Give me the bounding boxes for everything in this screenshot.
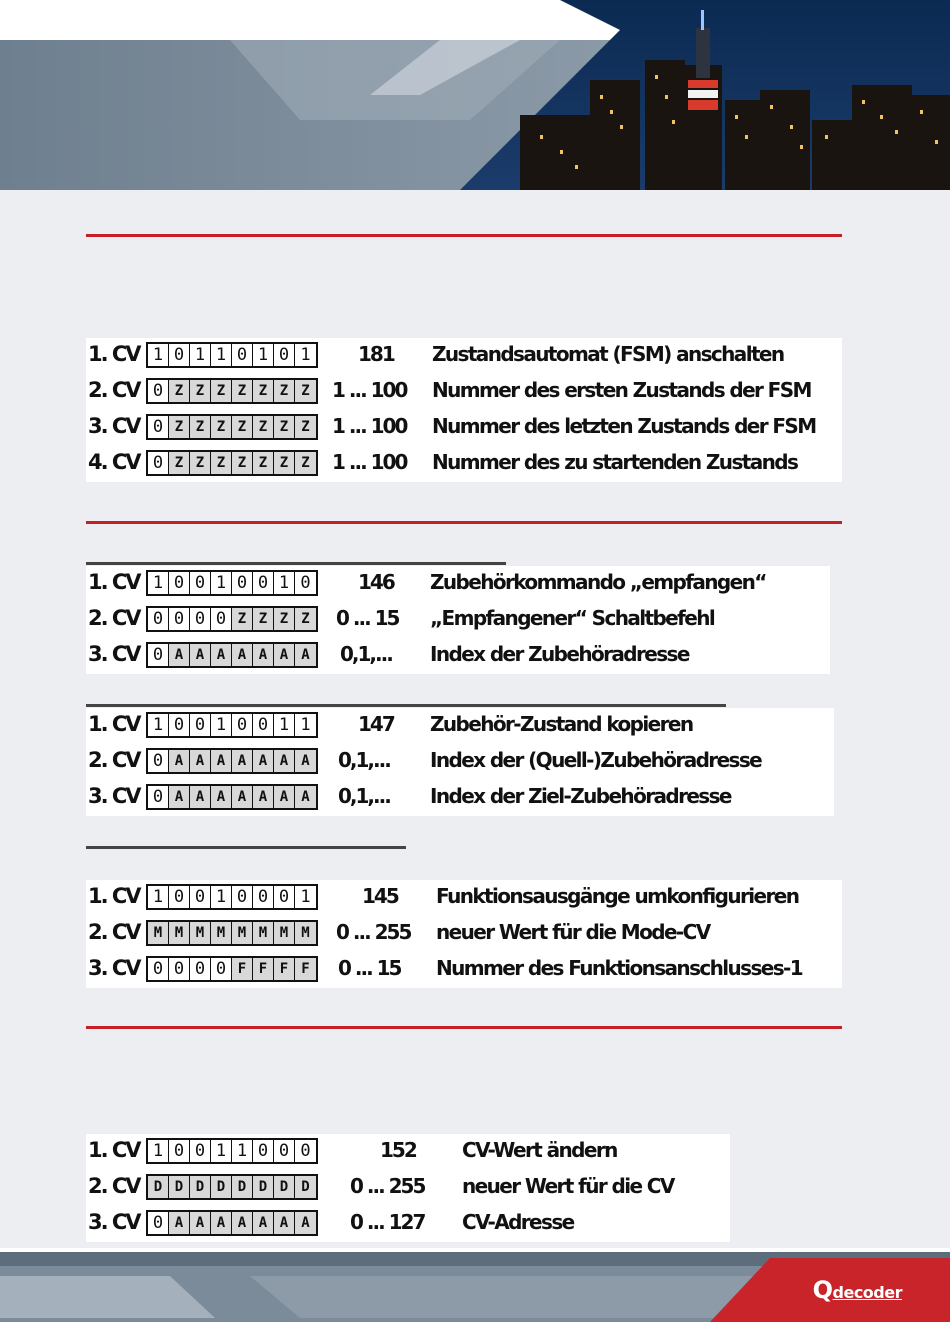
cv-value: 0 ... 255 bbox=[336, 920, 411, 944]
bit: 0 bbox=[211, 608, 232, 630]
bit: A bbox=[295, 1212, 316, 1234]
bit: 0 bbox=[232, 572, 253, 594]
logo-text: decoder bbox=[832, 1283, 902, 1302]
bit: Z bbox=[295, 608, 316, 630]
bit: 1 bbox=[253, 344, 274, 366]
bit: A bbox=[169, 644, 190, 666]
cv-row bbox=[86, 1134, 730, 1170]
cv-row bbox=[86, 410, 842, 446]
bit: 1 bbox=[274, 714, 295, 736]
bit-field bbox=[146, 414, 318, 440]
bit: 0 bbox=[253, 572, 274, 594]
bit: A bbox=[232, 750, 253, 772]
bit: D bbox=[232, 1176, 253, 1198]
cv-value: 0 ... 15 bbox=[336, 606, 399, 630]
cv-label: 1. CV bbox=[88, 342, 140, 366]
bit: A bbox=[274, 644, 295, 666]
section-divider bbox=[86, 521, 842, 524]
bit: 1 bbox=[148, 886, 169, 908]
bit-field bbox=[146, 884, 318, 910]
bit: 0 bbox=[232, 886, 253, 908]
bit: F bbox=[295, 958, 316, 980]
bit: D bbox=[295, 1176, 316, 1198]
cv-block-accessory-receive bbox=[86, 566, 830, 674]
bit: 0 bbox=[253, 886, 274, 908]
bit: 1 bbox=[274, 572, 295, 594]
bit: A bbox=[190, 786, 211, 808]
bit: A bbox=[190, 750, 211, 772]
cv-description: CV-Wert ändern bbox=[462, 1138, 617, 1162]
cv-row bbox=[86, 744, 834, 780]
cv-description: CV-Adresse bbox=[462, 1210, 574, 1234]
bit: F bbox=[253, 958, 274, 980]
cv-value: 0,1,... bbox=[340, 642, 392, 666]
bit-field bbox=[146, 712, 318, 738]
cv-row bbox=[86, 338, 842, 374]
cv-row bbox=[86, 566, 830, 602]
bit: Z bbox=[232, 380, 253, 402]
cv-description: Funktionsausgänge umkonfigurieren bbox=[436, 884, 799, 908]
cv-label: 3. CV bbox=[88, 414, 140, 438]
bit: Z bbox=[295, 380, 316, 402]
bit: Z bbox=[232, 608, 253, 630]
bit: 0 bbox=[169, 886, 190, 908]
bit-field bbox=[146, 748, 318, 774]
cv-row bbox=[86, 638, 830, 674]
cv-label: 2. CV bbox=[88, 1174, 140, 1198]
cv-label: 3. CV bbox=[88, 1210, 140, 1234]
bit: D bbox=[190, 1176, 211, 1198]
bit: D bbox=[148, 1176, 169, 1198]
bit-field bbox=[146, 450, 318, 476]
bit: 0 bbox=[232, 344, 253, 366]
bit: Z bbox=[169, 416, 190, 438]
cv-value: 181 bbox=[358, 342, 394, 366]
bit: A bbox=[295, 750, 316, 772]
bit-field bbox=[146, 784, 318, 810]
bit: D bbox=[211, 1176, 232, 1198]
cv-row bbox=[86, 446, 842, 482]
bit: Z bbox=[253, 416, 274, 438]
bit: A bbox=[211, 786, 232, 808]
bit-field bbox=[146, 642, 318, 668]
cv-label: 2. CV bbox=[88, 920, 140, 944]
bit: D bbox=[274, 1176, 295, 1198]
bit: A bbox=[232, 644, 253, 666]
bit: 1 bbox=[148, 714, 169, 736]
bit: 0 bbox=[148, 452, 169, 474]
bit: Z bbox=[274, 452, 295, 474]
bit: 0 bbox=[148, 750, 169, 772]
bit: 1 bbox=[211, 572, 232, 594]
bit: A bbox=[190, 1212, 211, 1234]
bit: A bbox=[211, 1212, 232, 1234]
bit: 0 bbox=[253, 714, 274, 736]
section-divider bbox=[86, 234, 842, 237]
cv-block-fsm bbox=[86, 338, 842, 482]
section-divider bbox=[86, 1026, 842, 1029]
bit: M bbox=[295, 922, 316, 944]
bit: 0 bbox=[169, 572, 190, 594]
cv-description: neuer Wert für die Mode-CV bbox=[436, 920, 710, 944]
qdecoder-logo bbox=[813, 1276, 902, 1304]
bit: A bbox=[232, 786, 253, 808]
cv-row bbox=[86, 780, 834, 816]
bit: M bbox=[190, 922, 211, 944]
cv-row bbox=[86, 1206, 730, 1242]
bit: A bbox=[295, 786, 316, 808]
subsection-line bbox=[86, 562, 506, 565]
bit: Z bbox=[232, 416, 253, 438]
cv-description: Nummer des zu startenden Zustands bbox=[432, 450, 798, 474]
bit: 1 bbox=[232, 1140, 253, 1162]
bit: Z bbox=[169, 380, 190, 402]
bit: 1 bbox=[148, 1140, 169, 1162]
bit: Z bbox=[211, 380, 232, 402]
cv-label: 3. CV bbox=[88, 956, 140, 980]
bit: M bbox=[253, 922, 274, 944]
bit: Z bbox=[274, 416, 295, 438]
bit: A bbox=[190, 644, 211, 666]
bit: 0 bbox=[253, 1140, 274, 1162]
bit: A bbox=[169, 786, 190, 808]
cv-value: 0 ... 255 bbox=[350, 1174, 425, 1198]
subsection-line bbox=[86, 704, 726, 707]
cv-description: Nummer des Funktionsanschlusses-1 bbox=[436, 956, 803, 980]
bit: A bbox=[211, 750, 232, 772]
bit-field bbox=[146, 956, 318, 982]
bit: 1 bbox=[295, 886, 316, 908]
cv-row bbox=[86, 880, 842, 916]
bit-field bbox=[146, 1138, 318, 1164]
cv-value: 1 ... 100 bbox=[332, 450, 407, 474]
cv-row bbox=[86, 916, 842, 952]
bit: Z bbox=[190, 452, 211, 474]
bit-field bbox=[146, 606, 318, 632]
bit: 1 bbox=[211, 886, 232, 908]
cv-value: 152 bbox=[380, 1138, 416, 1162]
bit-field bbox=[146, 342, 318, 368]
bit: Z bbox=[274, 608, 295, 630]
cv-block-function-outputs bbox=[86, 880, 842, 988]
cv-description: neuer Wert für die CV bbox=[462, 1174, 674, 1198]
cv-label: 1. CV bbox=[88, 1138, 140, 1162]
bit: 0 bbox=[274, 886, 295, 908]
bit: A bbox=[253, 750, 274, 772]
subsection-line bbox=[86, 846, 406, 849]
bit: 0 bbox=[190, 572, 211, 594]
cv-label: 1. CV bbox=[88, 712, 140, 736]
cv-description: Nummer des ersten Zustands der FSM bbox=[432, 378, 811, 402]
bit-field bbox=[146, 1174, 318, 1200]
bit: 0 bbox=[148, 786, 169, 808]
cv-label: 2. CV bbox=[88, 606, 140, 630]
bit: A bbox=[253, 786, 274, 808]
bit: F bbox=[274, 958, 295, 980]
bit: 0 bbox=[148, 608, 169, 630]
bit: 1 bbox=[295, 714, 316, 736]
bit: 0 bbox=[190, 608, 211, 630]
bit: 0 bbox=[190, 1140, 211, 1162]
cv-label: 1. CV bbox=[88, 884, 140, 908]
cv-value: 0,1,... bbox=[338, 748, 390, 772]
bit: 0 bbox=[190, 714, 211, 736]
cv-block-cv-write bbox=[86, 1134, 730, 1242]
bit: D bbox=[253, 1176, 274, 1198]
bit: 0 bbox=[148, 380, 169, 402]
bit: A bbox=[253, 1212, 274, 1234]
cv-value: 147 bbox=[358, 712, 394, 736]
cv-label: 3. CV bbox=[88, 642, 140, 666]
bit: 1 bbox=[211, 344, 232, 366]
cv-value: 1 ... 100 bbox=[332, 414, 407, 438]
bit: M bbox=[232, 922, 253, 944]
bit: 1 bbox=[211, 1140, 232, 1162]
cv-label: 4. CV bbox=[88, 450, 140, 474]
bit: A bbox=[253, 644, 274, 666]
bit: 0 bbox=[232, 714, 253, 736]
bit: Z bbox=[190, 380, 211, 402]
cv-description: Index der Ziel-Zubehöradresse bbox=[430, 784, 731, 808]
bit: A bbox=[295, 644, 316, 666]
cv-description: Zubehör-Zustand kopieren bbox=[430, 712, 693, 736]
bit: Z bbox=[253, 452, 274, 474]
cv-label: 1. CV bbox=[88, 570, 140, 594]
bit: A bbox=[169, 1212, 190, 1234]
footer-graphic bbox=[0, 1248, 950, 1344]
bit: 1 bbox=[211, 714, 232, 736]
bit: Z bbox=[295, 416, 316, 438]
bit: A bbox=[274, 1212, 295, 1234]
bit: 0 bbox=[148, 958, 169, 980]
bit: Z bbox=[253, 608, 274, 630]
cv-value: 0 ... 127 bbox=[350, 1210, 425, 1234]
bit: M bbox=[274, 922, 295, 944]
bit: 0 bbox=[190, 886, 211, 908]
cv-description: Nummer des letzten Zustands der FSM bbox=[432, 414, 816, 438]
cv-description: „Empfangener“ Schaltbefehl bbox=[430, 606, 715, 630]
bit: 1 bbox=[148, 344, 169, 366]
bit: 0 bbox=[190, 958, 211, 980]
bit: 0 bbox=[148, 1212, 169, 1234]
bit: 0 bbox=[169, 958, 190, 980]
bit: A bbox=[211, 644, 232, 666]
bit: 0 bbox=[169, 1140, 190, 1162]
cv-row bbox=[86, 952, 842, 988]
header-banner bbox=[0, 0, 950, 190]
footer-band bbox=[0, 1248, 950, 1344]
bit: 1 bbox=[190, 344, 211, 366]
bit: 0 bbox=[148, 416, 169, 438]
bit: M bbox=[211, 922, 232, 944]
cv-row bbox=[86, 602, 830, 638]
cv-value: 1 ... 100 bbox=[332, 378, 407, 402]
bit: 0 bbox=[169, 608, 190, 630]
cv-description: Zubehörkommando „empfangen“ bbox=[430, 570, 766, 594]
bit: A bbox=[274, 750, 295, 772]
cv-description: Index der Zubehöradresse bbox=[430, 642, 689, 666]
bit: 1 bbox=[148, 572, 169, 594]
bit: Z bbox=[211, 416, 232, 438]
cv-value: 0,1,... bbox=[338, 784, 390, 808]
bit: 0 bbox=[295, 572, 316, 594]
city-skyline-banner bbox=[0, 0, 950, 190]
bit: A bbox=[232, 1212, 253, 1234]
cv-value: 146 bbox=[358, 570, 394, 594]
bit: Z bbox=[190, 416, 211, 438]
bit: A bbox=[169, 750, 190, 772]
bit-field bbox=[146, 378, 318, 404]
bit: F bbox=[232, 958, 253, 980]
bit: Z bbox=[253, 380, 274, 402]
bit: A bbox=[274, 786, 295, 808]
bit-field bbox=[146, 920, 318, 946]
bit: Z bbox=[232, 452, 253, 474]
bit: Z bbox=[211, 452, 232, 474]
bit: 0 bbox=[169, 344, 190, 366]
cv-row bbox=[86, 1170, 730, 1206]
bit: 1 bbox=[295, 344, 316, 366]
bit: Z bbox=[295, 452, 316, 474]
cv-row bbox=[86, 374, 842, 410]
cv-label: 2. CV bbox=[88, 378, 140, 402]
cv-row bbox=[86, 708, 834, 744]
bit: M bbox=[148, 922, 169, 944]
logo-letter: Q bbox=[812, 1276, 833, 1304]
cv-description: Zustandsautomat (FSM) anschalten bbox=[432, 342, 784, 366]
bit: 0 bbox=[169, 714, 190, 736]
cv-value: 0 ... 15 bbox=[338, 956, 401, 980]
bit: 0 bbox=[148, 644, 169, 666]
cv-block-accessory-copy bbox=[86, 708, 834, 816]
cv-label: 2. CV bbox=[88, 748, 140, 772]
bit: 0 bbox=[211, 958, 232, 980]
cv-value: 145 bbox=[362, 884, 398, 908]
bit: 0 bbox=[295, 1140, 316, 1162]
bit-field bbox=[146, 1210, 318, 1236]
cv-description: Index der (Quell-)Zubehöradresse bbox=[430, 748, 762, 772]
cv-label: 3. CV bbox=[88, 784, 140, 808]
bit-field bbox=[146, 570, 318, 596]
bit: D bbox=[169, 1176, 190, 1198]
bit: Z bbox=[274, 380, 295, 402]
bit: 0 bbox=[274, 1140, 295, 1162]
bit: Z bbox=[169, 452, 190, 474]
bit: 0 bbox=[274, 344, 295, 366]
bit: M bbox=[169, 922, 190, 944]
